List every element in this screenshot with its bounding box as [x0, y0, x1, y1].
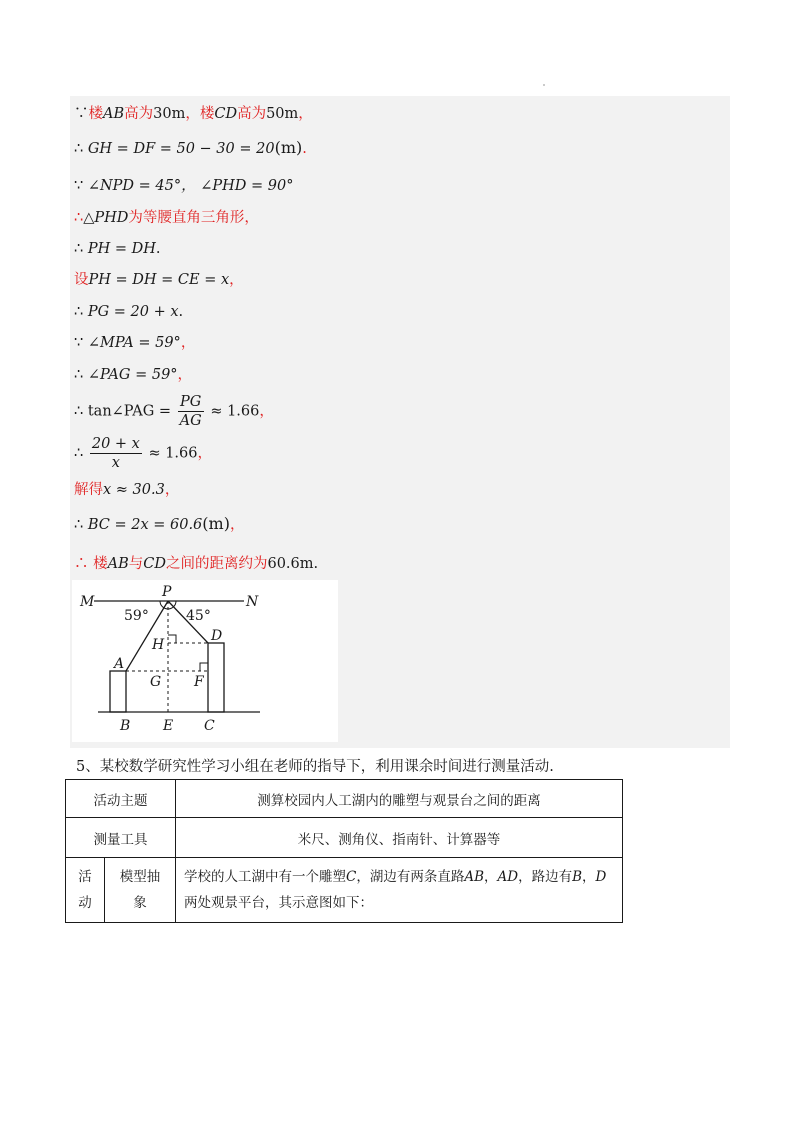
solution-line-13: ∴ BC = 2x = 60.6(m)， — [74, 514, 245, 533]
solution-line-2: ∴ GH = DF = 50 − 30 = 20(m). — [74, 138, 307, 157]
right-angle-f — [200, 663, 208, 671]
solution-block — [70, 96, 730, 748]
solution-line-4: ∴△PHD为等腰直角三角形， — [74, 210, 259, 226]
table-row — [66, 858, 623, 923]
table-cell-model: 模型抽 象 — [105, 858, 176, 923]
building-ab — [110, 671, 126, 712]
table-cell-description: 学校的人工湖中有一个雕塑C，湖边有两条直路AB，AD，路边有B，D 两处观景平台，其示意图如下： — [176, 858, 623, 923]
geometry-diagram — [72, 580, 338, 742]
solution-line-1: ∵楼AB高为30m，楼CD高为50m， — [74, 106, 313, 122]
label-c: C — [204, 718, 215, 734]
label-n: N — [246, 594, 259, 610]
table-cell-label: 测量工具 — [66, 818, 176, 858]
label-m: M — [80, 594, 95, 610]
solution-line-5: ∴ PH = DH. — [74, 241, 161, 257]
table-row — [66, 780, 623, 818]
fraction-pg-ag: $\frac{PG}{AG}$ — [179, 394, 202, 429]
geometry-figure — [72, 580, 338, 742]
solution-line-11: ∴ $\frac{20 + x}{x}$ ≈ 1.66， — [74, 436, 212, 471]
solution-line-6: 设PH = DH = CE = x， — [74, 272, 244, 288]
fraction-20x-x: $\frac{20 + x}{x}$ — [91, 436, 140, 471]
solution-line-7: ∴ PG = 20 + x. — [74, 304, 184, 320]
table-cell-label: 活动主题 — [66, 780, 176, 818]
solution-line-9: ∴ ∠PAG = 59°， — [74, 367, 193, 383]
solution-line-8: ∵ ∠MPA = 59°， — [74, 335, 196, 351]
table-cell-value: 米尺、测角仪、指南针、计算器等 — [176, 818, 623, 858]
page-marker-dot — [543, 84, 545, 86]
table-cell-activity: 活 动 — [66, 858, 105, 923]
solution-line-10: ∴ tan∠PAG = $\frac{PG}{AG}$ ≈ 1.66， — [74, 394, 274, 429]
label-p: P — [162, 584, 172, 600]
label-b: B — [120, 718, 131, 734]
building-cd — [208, 643, 224, 712]
label-h: H — [152, 637, 165, 653]
question-5-stem: 5、某校数学研究性学习小组在老师的指导下，利用课余时间进行测量活动. — [76, 759, 554, 775]
label-e: E — [163, 718, 174, 734]
label-a: A — [114, 656, 125, 672]
table-row — [66, 818, 623, 858]
solution-line-3: ∵ ∠NPD = 45°， ∠PHD = 90° — [74, 178, 294, 194]
solution-line-14: ∴ 楼AB与CD之间的距离约为60.6m. — [74, 556, 319, 572]
label-g: G — [150, 674, 162, 690]
label-f: F — [194, 674, 204, 690]
angle-45: 45° — [186, 608, 211, 624]
table-cell-value: 测算校园内人工湖内的雕塑与观景台之间的距离 — [176, 780, 623, 818]
right-angle-h — [168, 635, 176, 643]
label-d: D — [211, 628, 223, 644]
solution-line-12: 解得x ≈ 30.3， — [74, 482, 180, 498]
angle-59: 59° — [124, 608, 149, 624]
activity-table — [65, 779, 623, 923]
